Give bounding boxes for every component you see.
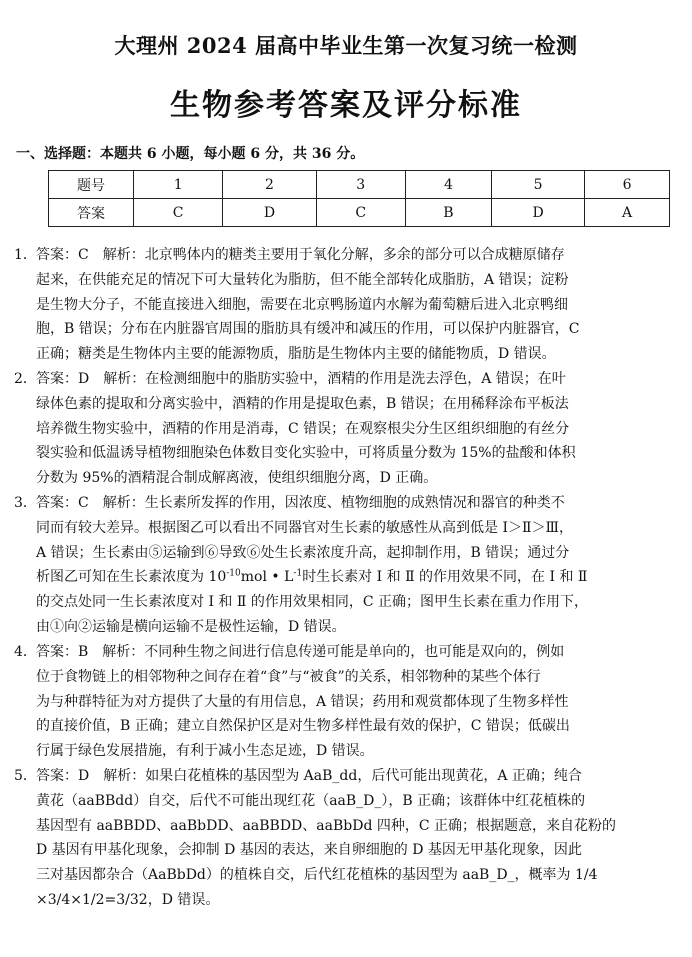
question-number: 1．: [14, 247, 37, 263]
table-row: [49, 199, 670, 227]
question-line: [14, 565, 656, 590]
question-line: 的交点处同一生长素浓度对 Ⅰ 和 Ⅱ 的作用效果相同，C 正确；图甲生长素在重力作用下，: [36, 594, 589, 611]
question-line: 分数为 95%的酒精混合制成解离液，使组织细胞分离，D 正确。: [36, 470, 438, 487]
question-line: [14, 243, 656, 268]
question-line: 是生物大分子，不能直接进入细胞，需要在北京鸭肠道内水解为葡萄糖后进入北京鸭细: [36, 296, 568, 313]
question-line: 的直接价值，B 正确；建立自然保护区是对生物多样性最有效的保护，C 错误；低碳出: [36, 718, 570, 735]
table-cell: C: [316, 199, 405, 227]
question-line: 同而有较大差异。根据图乙可以看出不同器官对生长素的敏感性从高到低是 Ⅰ＞Ⅱ＞Ⅲ，: [36, 519, 573, 536]
table-row: [49, 171, 670, 199]
question-number: 4．: [14, 644, 37, 660]
table-header-cell: 题号: [49, 171, 134, 199]
table-cell: B: [405, 199, 491, 227]
question-line: 培养微生物实验中，酒精的作用是消毒，C 错误；在观察根尖分生区组织细胞的有丝分: [36, 420, 570, 437]
question-text: 答案：D 解析：在检测细胞中的脂肪实验中，酒精的作用是洗去浮色，A 错误；在叶: [36, 371, 566, 387]
question-line: 胞，B 错误；分布在内脏器官周围的脂肪具有缓冲和减压的作用，可以保护内脏器官，C: [36, 321, 580, 338]
question-line: [14, 491, 656, 516]
superscript: -10: [226, 568, 241, 579]
question-line: 正确；糖类是生物体内主要的能源物质，脂肪是生物体内主要的储能物质，D 错误。: [36, 346, 556, 363]
table-header-cell: 答案: [49, 199, 134, 227]
table-cell: 2: [223, 171, 316, 199]
question-1: [14, 243, 656, 367]
question-line: 基因型有 aaBBDD、aaBbDD、aaBBDD、aaBbDd 四种，C 正确；根据题意，来自花粉的: [36, 817, 617, 834]
unit-text: mol • L: [240, 569, 294, 586]
question-number: 5．: [14, 768, 37, 784]
question-line: A 错误；生长素由⑤运输到⑥导致⑥处生长素浓度升高，起抑制作用，B 错误；通过分: [36, 544, 570, 561]
question-line: 为与种群特征为对方提供了大量的有用信息，A 错误；药用和观赏都体现了生物多样性: [36, 693, 569, 710]
table-cell: 5: [491, 171, 584, 199]
table-cell: D: [491, 199, 584, 227]
question-line: 黄花（aaBBdd）自交，后代不可能出现红花（aaB_D_），B 正确；该群体中红花植株的: [36, 792, 586, 809]
question-line: 裂实验和低温诱导植物细胞染色体数目变化实验中，可将质量分数为 15%的盐酸和体积: [36, 445, 576, 462]
table-cell: C: [134, 199, 223, 227]
question-2: [14, 367, 656, 491]
section-heading: 一、选择题：本题共 6 小题，每小题 6 分，共 36 分。: [16, 146, 365, 162]
question-number: 3．: [14, 495, 37, 511]
question-line: 由①向②运输是横向运输不是极性运输，D 错误。: [36, 618, 346, 635]
exam-title: 大理州 2024 届高中毕业生第一次复习统一检测: [114, 33, 578, 58]
question-number: 2．: [14, 371, 37, 387]
question-5: [14, 764, 656, 913]
question-text: 时生长素对 Ⅰ 和 Ⅱ 的作用效果不同，在 Ⅰ 和 Ⅱ: [302, 569, 588, 586]
question-line: 行属于绿色发展措施，有利于减小生态足迹，D 错误。: [36, 743, 374, 760]
table-cell: 1: [134, 171, 223, 199]
question-line: [14, 640, 656, 665]
question-line: 绿体色素的提取和分离实验中，酒精的作用是提取色素，B 错误；在用稀释涂布平板法: [36, 395, 569, 412]
table-cell: 4: [405, 171, 491, 199]
question-line: 位于食物链上的相邻物种之间存在着“食”与“被食”的关系，相邻物种的某些个体行: [36, 668, 541, 685]
question-3: [14, 491, 656, 640]
answer-table: [48, 170, 670, 227]
document-subtitle: 生物参考答案及评分标准: [170, 88, 522, 123]
question-line: ×3/4×1/2=3/32，D 错误。: [36, 891, 220, 908]
table-cell: 3: [316, 171, 405, 199]
question-text: 答案：C 解析：生长素所发挥的作用，因浓度、植物细胞的成熟情况和器官的种类不: [36, 495, 565, 511]
question-line: [14, 764, 656, 789]
table-cell: D: [223, 199, 316, 227]
question-text: 答案：D 解析：如果白花植株的基因型为 AaB_dd，后代可能出现黄花，A 正确；纯合: [36, 768, 582, 784]
superscript: -1: [293, 568, 303, 579]
question-line: 三对基因都杂合（AaBbDd）的植株自交，后代红花植株的基因型为 aaB_D_，概率为 1/4: [36, 867, 598, 884]
table-cell: 6: [585, 171, 670, 199]
table-cell: A: [585, 199, 670, 227]
question-text: 析图乙可知在生长素浓度为 10: [36, 569, 227, 586]
question-line: D 基因有甲基化现象，会抑制 D 基因的表达，来自卵细胞的 D 基因无甲基化现象，因此: [36, 842, 582, 859]
question-line: 起来，在供能充足的情况下可大量转化为脂肪，但不能全部转化成脂肪，A 错误；淀粉: [36, 271, 569, 288]
question-4: [14, 640, 656, 764]
question-text: 答案：C 解析：北京鸭体内的糖类主要用于氧化分解，多余的部分可以合成糖原储存: [36, 247, 565, 263]
question-text: 答案：B 解析：不同种生物之间进行信息传递可能是单向的，也可能是双向的，例如: [36, 644, 565, 660]
question-line: [14, 367, 656, 392]
